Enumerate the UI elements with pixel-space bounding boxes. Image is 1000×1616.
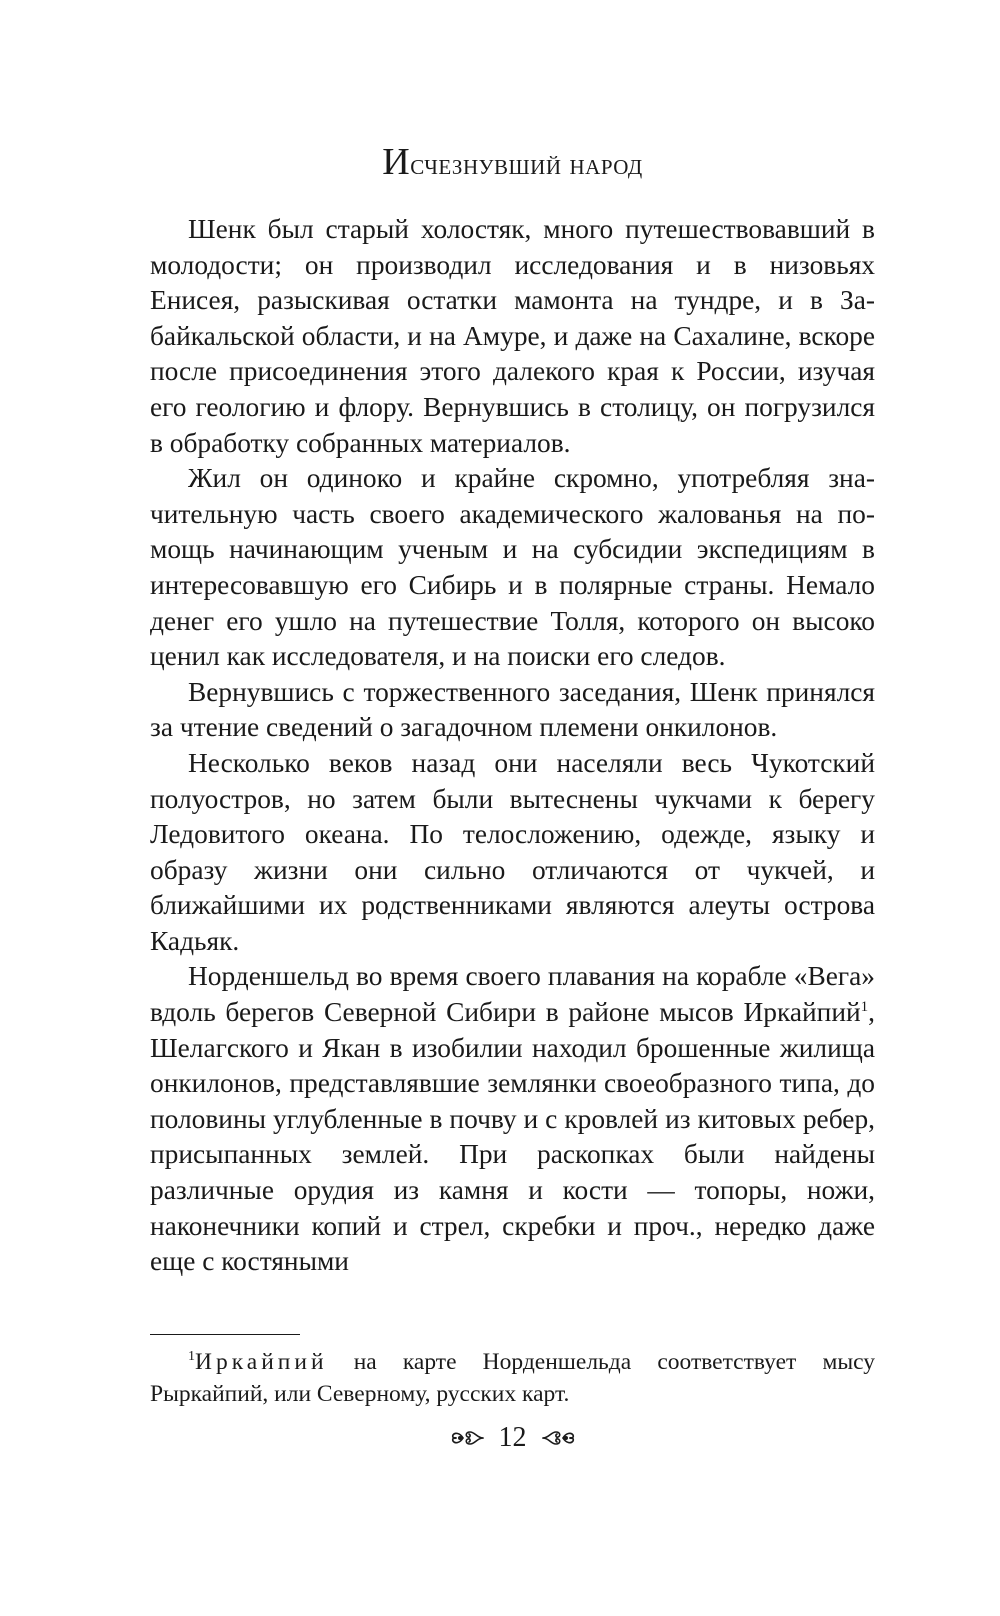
paragraph: Вернувшись с торжественного заседания, Шенк принялся за чтение сведений о загадочном племени онкилонов. (150, 676, 875, 743)
paragraph-text-after-ref: , Шелагского и Якан в изобилии находил брошенные жилища онкилонов, представлявшие землянки своеобразного типа, до половины углубленные в почву и с кровлей из китовых ребер, присыпанных землей. При раскопках были найдены различные орудия из камня и кости — топоры, ножи, наконечники копий и стрел, скребки и проч., нередко даже еще с костяными (150, 997, 875, 1277)
paragraph: Несколько веков назад они населяли весь Чукотский полуостров, но затем были вытеснены чукчами к берегу Ледовитого океана. По телосложению, одежде, языку и образу жизни они сильно отличаются от чукчей, и ближайшими их родственниками являются алеуты острова Кадьяк. (150, 747, 875, 956)
footnote (150, 1346, 875, 1410)
body-text (150, 212, 875, 1280)
chapter-title (150, 140, 875, 184)
footnote-text: на карте Норденшельда соответствует мысу Рыркайпий, или Северному, русских карт. (150, 1349, 875, 1407)
paragraph-with-footnote (150, 959, 875, 1279)
paragraph: Жил он одиноко и крайне скромно, употребляя значительную часть своего академического жалованья на помощь начинающим ученым и на субсидии экспедициям в интересовавшую его Сибирь и в полярные страны. Немало денег его ушло на путешествие Толля, которого он высоко ценил как исследователя, и на поиски его следов. (150, 463, 875, 672)
footnote-term: Иркайпий (195, 1349, 328, 1375)
chapter-title-rest: счезнувший народ (410, 148, 643, 181)
ornament-right-icon (541, 1427, 575, 1449)
book-page (150, 0, 875, 1616)
footnote-mark: 1 (188, 1349, 195, 1364)
page-number: 12 (498, 1421, 527, 1453)
paragraph: Шенк был старый холостяк, много путешествовавший в молодости; он производил исследования и в низовьях Енисея, разыскивая остатки мамонта на тундре, и в Забайкальской области, и на Амуре, и даже на Сахалине, вскоре после присоединения этого далекого края к России, изучая его геологию и флору. Вернувшись в столицу, он погрузился в обработку собранных материалов. (150, 214, 875, 458)
footnote-reference[interactable]: 1 (860, 999, 869, 1016)
paragraph-text-before-ref: Норденшельд во время своего плавания на корабле «Вега» вдоль берегов Северной Сибири в районе мысов Иркайпий (150, 961, 875, 1028)
footnote-divider (150, 1334, 300, 1335)
chapter-title-initial: И (382, 141, 411, 183)
page-folio (150, 1416, 875, 1458)
ornament-left-icon (451, 1427, 485, 1449)
